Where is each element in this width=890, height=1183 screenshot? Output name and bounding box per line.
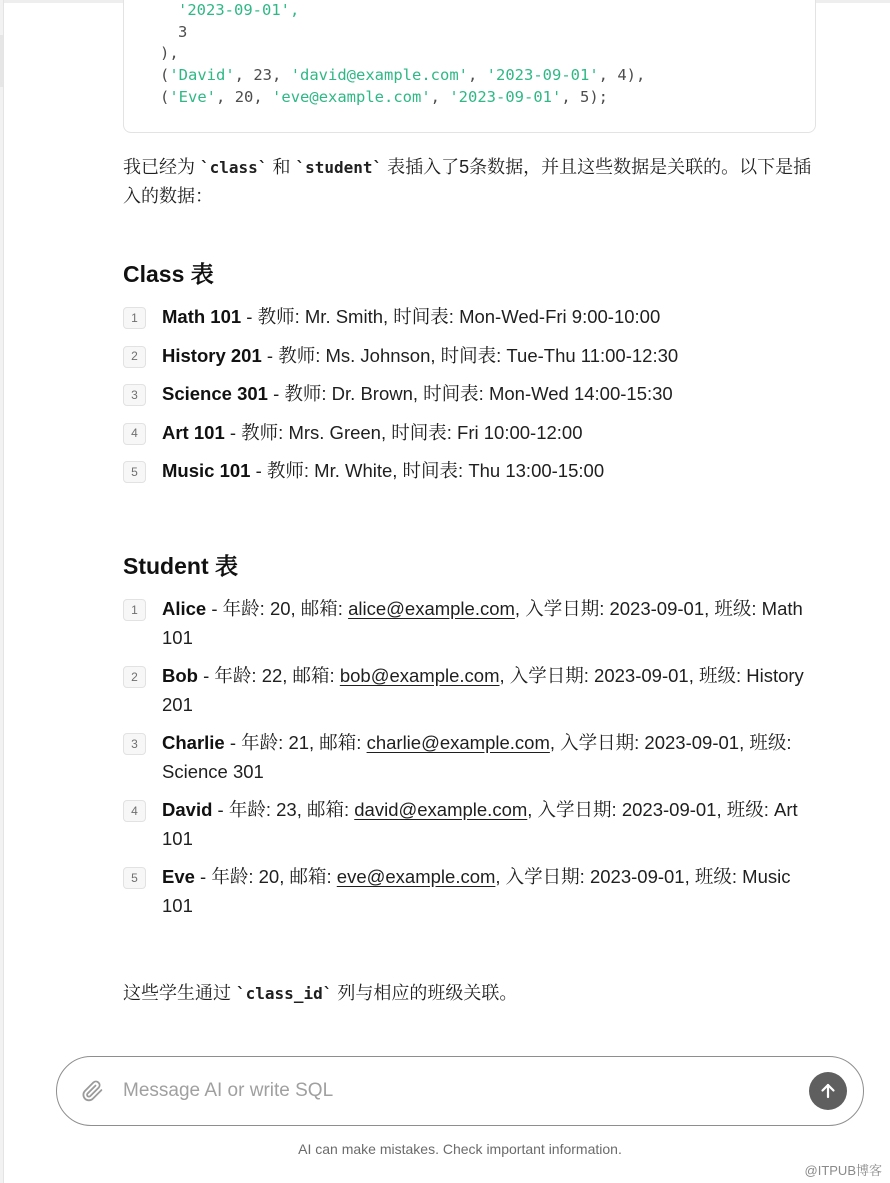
- item-number: 2: [123, 666, 146, 688]
- item-number: 3: [123, 733, 146, 755]
- paperclip-icon[interactable]: [81, 1079, 105, 1103]
- email-link[interactable]: david@example.com: [354, 799, 528, 820]
- list-item: 5 Eve - 年龄: 20, 邮箱: eve@example.com, 入学日期: 2023-09-01, 班级: Music 101: [123, 862, 823, 920]
- code-line: ),: [160, 44, 179, 62]
- student-list: [123, 594, 823, 920]
- list-item: 2 Bob - 年龄: 22, 邮箱: bob@example.com, 入学日期: 2023-09-01, 班级: History 201: [123, 661, 823, 719]
- intro-paragraph: 我已经为 `class` 和 `student` 表插入了5条数据，并且这些数据是关联的。以下是插入的数据：: [123, 157, 812, 206]
- list-item: 2 History 201 - 教师: Ms. Johnson, 时间表: Tue-Thu 11:00-12:30: [123, 341, 823, 370]
- code-line: 3: [178, 23, 188, 41]
- email-link[interactable]: bob@example.com: [339, 665, 500, 686]
- left-panel-tab[interactable]: [0, 35, 3, 87]
- list-item: 1 Alice - 年龄: 20, 邮箱: alice@example.com, 入学日期: 2023-09-01, 班级: Math 101: [123, 594, 823, 652]
- list-item: 1 Math 101 - 教师: Mr. Smith, 时间表: Mon-Wed-Fri 9:00-10:00: [123, 302, 823, 331]
- code-line: '2023-09-01',: [178, 1, 300, 19]
- class-list: [123, 302, 823, 485]
- item-number: 4: [123, 423, 146, 445]
- message-composer: [56, 1056, 864, 1126]
- item-number: 5: [123, 867, 146, 889]
- email-link[interactable]: charlie@example.com: [366, 732, 550, 753]
- item-number: 4: [123, 800, 146, 822]
- item-number: 5: [123, 461, 146, 483]
- class-heading: Class 表: [123, 261, 214, 287]
- email-link[interactable]: alice@example.com: [348, 598, 515, 619]
- code-line-eve: ('Eve', 20, 'eve@example.com', '2023-09-01', 5);: [160, 88, 609, 106]
- item-number: 2: [123, 346, 146, 368]
- list-item: 3 Science 301 - 教师: Dr. Brown, 时间表: Mon-Wed 14:00-15:30: [123, 379, 823, 408]
- left-panel-edge: [0, 0, 4, 1183]
- list-item: 4 Art 101 - 教师: Mrs. Green, 时间表: Fri 10:00-12:00: [123, 418, 823, 447]
- item-number: 1: [123, 307, 146, 329]
- item-number: 3: [123, 384, 146, 406]
- list-item: 3 Charlie - 年龄: 21, 邮箱: charlie@example.com, 入学日期: 2023-09-01, 班级: Science 301: [123, 728, 823, 786]
- list-item: 4 David - 年龄: 23, 邮箱: david@example.com, 入学日期: 2023-09-01, 班级: Art 101: [123, 795, 823, 853]
- message-input[interactable]: [123, 1075, 773, 1107]
- disclaimer-text: AI can make mistakes. Check important information.: [298, 1141, 622, 1157]
- watermark: @ITPUB博客: [804, 1163, 882, 1178]
- student-heading: Student 表: [123, 553, 238, 579]
- outro-paragraph: 这些学生通过 `class_id` 列与相应的班级关联。: [123, 983, 518, 1003]
- arrow-up-icon: [818, 1081, 838, 1101]
- sql-code-block: [123, 0, 816, 133]
- code-line-david: ('David', 23, 'david@example.com', '2023-09-01', 4),: [160, 66, 646, 84]
- item-number: 1: [123, 599, 146, 621]
- send-button[interactable]: [809, 1072, 847, 1110]
- list-item: 5 Music 101 - 教师: Mr. White, 时间表: Thu 13:00-15:00: [123, 456, 823, 485]
- email-link[interactable]: eve@example.com: [336, 866, 496, 887]
